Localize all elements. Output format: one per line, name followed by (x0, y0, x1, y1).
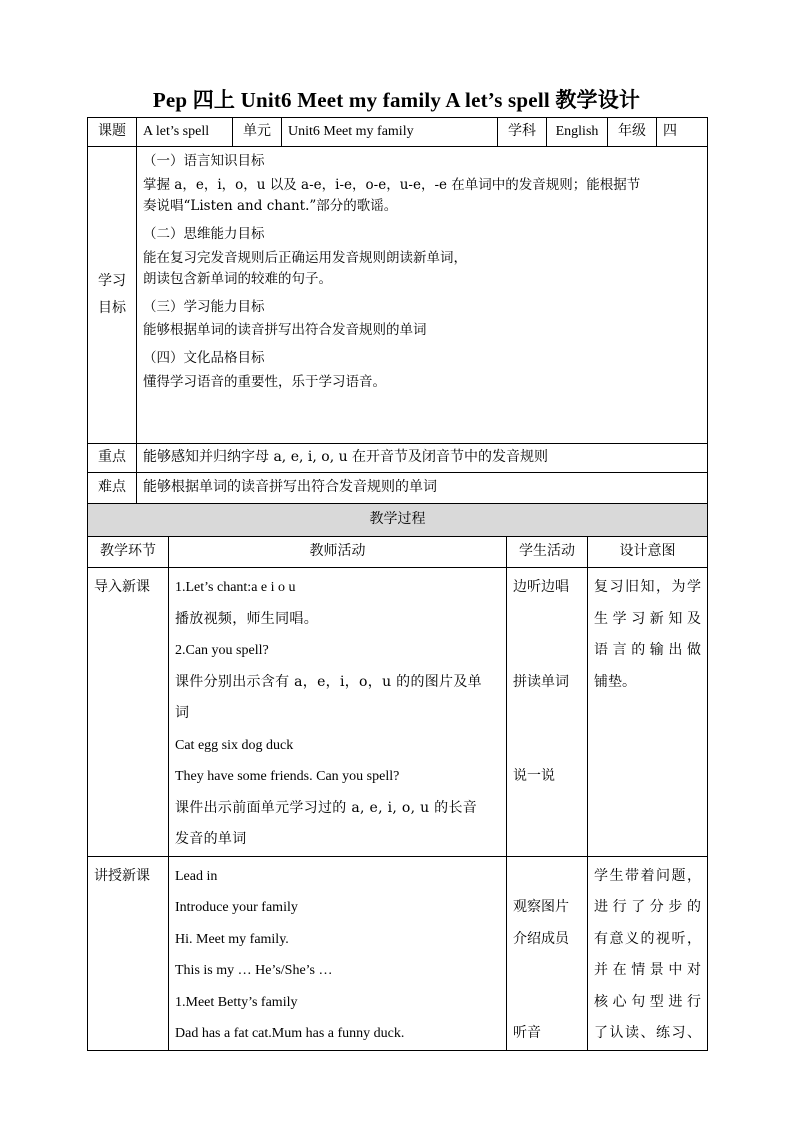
student-line (513, 698, 581, 730)
intent-line: 语言的输出做 (594, 642, 701, 658)
student-line: 说一说 (513, 768, 555, 784)
teacher-line: 发音的单词 (175, 831, 247, 847)
goal-section-1-body-1: 掌握 a，e，i，o，u 以及 a-e，i-e，o-e，u-e，-e 在单词中的发音规则；能根据节 (143, 176, 641, 193)
process-column-headers (88, 537, 708, 568)
stage-label-intro: 导入新课 (94, 579, 150, 595)
goals-content (137, 147, 708, 444)
intent-line: 铺垫。 (594, 673, 636, 690)
difficulty-row (88, 473, 708, 504)
intent-line: 核心句型进行 (594, 993, 701, 1010)
goal-section-3-head: （三）学习能力目标 (143, 298, 265, 315)
goals-label (88, 147, 137, 444)
col-header-teacher: 教师活动 (169, 537, 507, 568)
intent-line: 学生带着问题， (594, 867, 701, 884)
col-header-intent: 设计意图 (588, 537, 708, 568)
process-row-intro (88, 568, 708, 857)
goals-label-line1: 学习 (98, 273, 126, 290)
student-line (513, 635, 581, 667)
intent-line: 有意义的视听， (594, 930, 701, 947)
goal-section-1-body-2: 奏说唱“Listen and chant.”部分的歌谣。 (143, 197, 398, 214)
goals-label-line2: 目标 (98, 300, 126, 316)
teacher-line: This is my … He’s/She’s … (175, 963, 333, 978)
process-table (87, 503, 708, 1051)
key-point-label: 重点 (88, 444, 137, 473)
document-title: Pep 四上 Unit6 Meet my family A let’s spell 教学设计 (152, 88, 641, 112)
lesson-plan-sheet (87, 117, 707, 1051)
teacher-line: Cat egg six dog duck (175, 737, 294, 753)
teacher-line: Hi. Meet my family. (175, 931, 289, 947)
intent-line: 并在情景中对 (594, 962, 701, 978)
student-line (513, 955, 581, 987)
process-title-row (88, 504, 708, 537)
teacher-line: They have some friends. Can you spell? (175, 769, 400, 784)
teacher-line: 2.Can you spell? (175, 643, 269, 658)
teacher-line: 1.Meet Betty’s family (175, 994, 298, 1010)
header-row (88, 118, 708, 147)
student-line: 介绍成员 (513, 930, 569, 947)
student-line (513, 604, 581, 636)
header-table (87, 117, 708, 147)
unit-value: Unit6 Meet my family (282, 118, 498, 147)
col-header-student: 学生活动 (507, 537, 588, 568)
student-line: 边听边唱 (513, 579, 569, 595)
intent-line: 了认读、练习、 (594, 1025, 701, 1041)
process-row-new (88, 856, 708, 1050)
subject-label: 学科 (498, 118, 547, 147)
topic-value: A let’s spell (137, 118, 233, 147)
student-line (513, 824, 581, 856)
student-line: 听音 (513, 1025, 541, 1041)
grade-label: 年级 (608, 118, 657, 147)
intent-line: 复习旧知，为学 (594, 579, 701, 595)
student-line (513, 861, 581, 893)
unit-label: 单元 (233, 118, 282, 147)
student-line (513, 793, 581, 825)
teacher-line: Introduce your family (175, 900, 298, 915)
goal-section-2-body-2: 朗读包含新单词的较难的句子。 (143, 270, 332, 287)
goal-section-4-head: （四）文化品格目标 (143, 350, 265, 367)
student-cell-intro (507, 568, 588, 857)
intent-cell-new (588, 856, 708, 1050)
goal-section-2-head: （二）思维能力目标 (143, 225, 265, 242)
student-line: 拼读单词 (513, 673, 569, 690)
stage-label-new: 讲授新课 (94, 867, 150, 884)
stage-cell-intro (88, 568, 169, 857)
teacher-line: 词 (175, 705, 190, 721)
topic-label: 课题 (88, 118, 137, 147)
difficulty-label: 难点 (88, 473, 137, 504)
goal-section-2-body-1: 能在复习完发音规则后正确运用发音规则朗读新单词， (143, 249, 467, 266)
teacher-cell-intro (169, 568, 507, 857)
student-cell-new (507, 856, 588, 1050)
teacher-line: 播放视频，师生同唱。 (175, 610, 318, 627)
student-line (513, 730, 581, 762)
intent-cell-intro (588, 568, 708, 857)
intent-line: 生学习新知及 (594, 610, 701, 627)
teacher-line: 课件出示前面单元学习过的 a, e, i, o, u 的长音 (175, 799, 478, 816)
student-line (513, 987, 581, 1019)
key-point-row (88, 444, 708, 473)
col-header-stage: 教学环节 (88, 537, 169, 568)
teacher-line: 课件分别出示含有 a，e，i，o，u 的的图片及单 (175, 673, 482, 690)
goal-section-4-body: 懂得学习语音的重要性，乐于学习语音。 (143, 374, 386, 391)
goals-table (87, 146, 708, 504)
subject-value: English (547, 118, 608, 147)
teacher-line: Dad has a fat cat.Mum has a funny duck. (175, 1026, 405, 1041)
student-line: 观察图片 (513, 899, 569, 915)
teacher-cell-new (169, 856, 507, 1050)
goal-section-1-head: （一）语言知识目标 (143, 153, 265, 169)
key-point-value: 能够感知并归纳字母 a, e, i, o, u 在开音节及闭音节中的发音规则 (137, 444, 708, 473)
goals-row (88, 147, 708, 444)
stage-cell-new (88, 856, 169, 1050)
intent-line: 进行了分步的 (594, 899, 701, 915)
goal-section-3-body: 能够根据单词的读音拼写出符合发音规则的单词 (143, 322, 427, 339)
difficulty-value: 能够根据单词的读音拼写出符合发音规则的单词 (137, 473, 708, 504)
process-title: 教学过程 (88, 504, 708, 537)
teacher-line: Lead in (175, 868, 218, 884)
teacher-line: 1.Let’s chant:a e i o u (175, 580, 296, 595)
grade-value: 四 (657, 118, 708, 147)
